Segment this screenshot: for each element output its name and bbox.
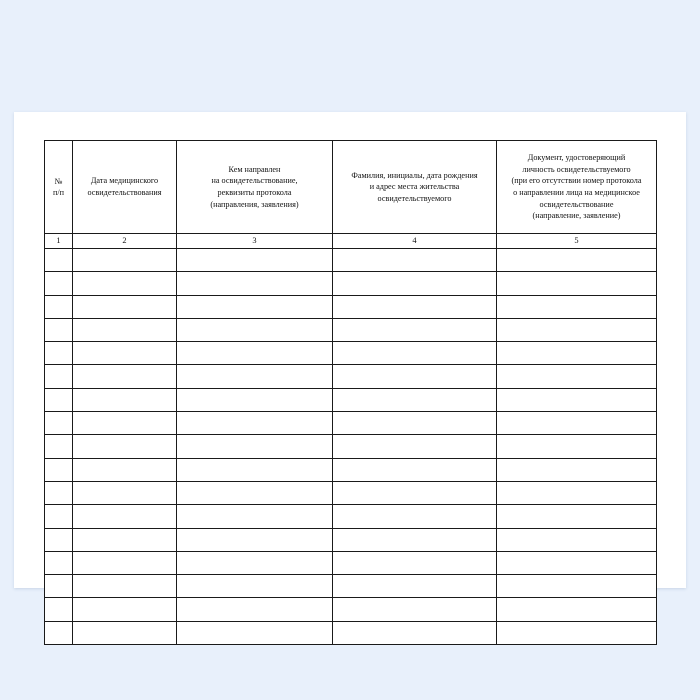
table-cell-empty[interactable] — [497, 435, 657, 458]
header-line: (направление, заявление) — [532, 211, 621, 221]
table-row[interactable] — [45, 551, 657, 574]
header-line: освидетельствование — [539, 199, 614, 209]
table-row[interactable] — [45, 528, 657, 551]
table-cell-empty[interactable] — [497, 505, 657, 528]
table-body — [45, 249, 657, 645]
table-cell-empty[interactable] — [333, 342, 497, 365]
table-cell-empty[interactable] — [73, 575, 177, 598]
table-cell-empty[interactable] — [73, 528, 177, 551]
header-line: Документ, удостоверяющий — [527, 153, 626, 163]
table-row[interactable] — [45, 249, 657, 272]
column-number-cell: 3 — [177, 234, 333, 249]
table-cell-empty[interactable] — [45, 388, 73, 411]
table-cell-empty[interactable] — [73, 272, 177, 295]
journal-table — [44, 140, 657, 645]
table-cell-empty[interactable] — [333, 481, 497, 504]
table-cell-empty[interactable] — [45, 551, 73, 574]
table-row[interactable] — [45, 295, 657, 318]
header-line: освидетельствования — [87, 188, 162, 197]
header-line: на освидетельствование, — [211, 176, 298, 186]
table-cell-empty[interactable] — [333, 435, 497, 458]
table-cell-empty[interactable] — [333, 505, 497, 528]
table-cell-empty[interactable] — [45, 435, 73, 458]
table-cell-empty[interactable] — [177, 249, 333, 272]
header-line: п/п — [52, 188, 65, 197]
table-cell-empty[interactable] — [45, 249, 73, 272]
header-line: личность освидетельствуемого — [522, 164, 631, 174]
table-row[interactable] — [45, 505, 657, 528]
header-line: Кем направлен — [228, 164, 281, 174]
table-cell-empty[interactable] — [73, 342, 177, 365]
table-cell-empty[interactable] — [177, 388, 333, 411]
table-row[interactable] — [45, 342, 657, 365]
table-cell-empty[interactable] — [45, 318, 73, 341]
table-cell-empty[interactable] — [73, 481, 177, 504]
table-cell-empty[interactable] — [73, 249, 177, 272]
table-cell-empty[interactable] — [497, 481, 657, 504]
header-line: (при его отсутствии номер протокола — [511, 176, 642, 186]
table-cell-empty[interactable] — [177, 412, 333, 435]
table-cell-empty[interactable] — [177, 318, 333, 341]
table-cell-empty[interactable] — [497, 621, 657, 644]
table-cell-empty[interactable] — [45, 598, 73, 621]
table-cell-empty[interactable] — [497, 295, 657, 318]
table-row[interactable] — [45, 575, 657, 598]
table-row[interactable] — [45, 388, 657, 411]
table-cell-empty[interactable] — [45, 505, 73, 528]
header-line: освидетельствуемого — [377, 193, 452, 203]
table-cell-empty[interactable] — [177, 272, 333, 295]
table-cell-empty[interactable] — [497, 365, 657, 388]
table-cell-empty[interactable] — [497, 342, 657, 365]
table-cell-empty[interactable] — [45, 528, 73, 551]
table-cell-empty[interactable] — [333, 458, 497, 481]
table-header-col-3 — [177, 141, 333, 234]
column-number-cell: 1 — [45, 234, 73, 249]
table-cell-empty[interactable] — [45, 621, 73, 644]
table-cell-empty[interactable] — [45, 575, 73, 598]
table-cell-empty[interactable] — [73, 365, 177, 388]
table-cell-empty[interactable] — [333, 365, 497, 388]
table-cell-empty[interactable] — [333, 295, 497, 318]
table-cell-empty[interactable] — [45, 458, 73, 481]
table-cell-empty[interactable] — [73, 505, 177, 528]
header-row — [45, 141, 657, 234]
table-cell-empty[interactable] — [73, 318, 177, 341]
table-cell-empty[interactable] — [497, 318, 657, 341]
table-cell-empty[interactable] — [333, 388, 497, 411]
table-cell-empty[interactable] — [177, 551, 333, 574]
table-cell-empty[interactable] — [497, 249, 657, 272]
column-number-cell: 2 — [73, 234, 177, 249]
header-line: (направления, заявления) — [210, 199, 299, 209]
table-cell-empty[interactable] — [333, 575, 497, 598]
journal-table-wrapper — [44, 140, 656, 645]
table-header-col-4 — [333, 141, 497, 234]
table-cell-empty[interactable] — [45, 342, 73, 365]
table-cell-empty[interactable] — [73, 388, 177, 411]
table-cell-empty[interactable] — [73, 598, 177, 621]
table-cell-empty[interactable] — [177, 528, 333, 551]
table-cell-empty[interactable] — [333, 598, 497, 621]
table-cell-empty[interactable] — [73, 458, 177, 481]
table-cell-empty[interactable] — [177, 598, 333, 621]
header-line: № — [54, 176, 63, 186]
column-number-cell: 4 — [333, 234, 497, 249]
header-line: о направлении лица на медицинское — [513, 188, 640, 197]
table-cell-empty[interactable] — [177, 365, 333, 388]
table-header-col-2 — [73, 141, 177, 234]
column-number-row — [45, 234, 657, 249]
table-cell-empty[interactable] — [497, 551, 657, 574]
table-cell-empty[interactable] — [45, 412, 73, 435]
table-cell-empty[interactable] — [333, 412, 497, 435]
table-cell-empty[interactable] — [497, 458, 657, 481]
table-cell-empty[interactable] — [333, 249, 497, 272]
table-row[interactable] — [45, 598, 657, 621]
table-cell-empty[interactable] — [45, 365, 73, 388]
table-cell-empty[interactable] — [73, 435, 177, 458]
table-cell-empty[interactable] — [177, 458, 333, 481]
table-cell-empty[interactable] — [497, 598, 657, 621]
table-cell-empty[interactable] — [73, 551, 177, 574]
table-cell-empty[interactable] — [177, 575, 333, 598]
header-line: и адрес места жительства — [369, 182, 460, 192]
table-cell-empty[interactable] — [497, 575, 657, 598]
table-cell-empty[interactable] — [333, 528, 497, 551]
table-row[interactable] — [45, 365, 657, 388]
table-row[interactable] — [45, 318, 657, 341]
table-cell-empty[interactable] — [177, 342, 333, 365]
header-line: Дата медицинского — [90, 176, 159, 186]
table-cell-empty[interactable] — [333, 318, 497, 341]
table-row[interactable] — [45, 272, 657, 295]
table-cell-empty[interactable] — [45, 295, 73, 318]
table-cell-empty[interactable] — [73, 412, 177, 435]
table-header-col-5 — [497, 141, 657, 234]
header-line: Фамилия, инициалы, дата рождения — [351, 170, 478, 180]
table-row[interactable] — [45, 621, 657, 644]
table-cell-empty[interactable] — [177, 505, 333, 528]
table-cell-empty[interactable] — [177, 295, 333, 318]
table-cell-empty[interactable] — [177, 435, 333, 458]
table-cell-empty[interactable] — [333, 621, 497, 644]
header-line: реквизиты протокола — [217, 188, 292, 197]
table-cell-empty[interactable] — [497, 528, 657, 551]
table-row[interactable] — [45, 481, 657, 504]
paper-sheet — [14, 112, 686, 588]
table-cell-empty[interactable] — [497, 388, 657, 411]
table-header-col-1 — [45, 141, 73, 234]
table-cell-empty[interactable] — [177, 481, 333, 504]
table-cell-empty[interactable] — [333, 551, 497, 574]
table-cell-empty[interactable] — [73, 621, 177, 644]
table-cell-empty[interactable] — [177, 621, 333, 644]
table-cell-empty[interactable] — [497, 412, 657, 435]
table-row[interactable] — [45, 458, 657, 481]
table-cell-empty[interactable] — [73, 295, 177, 318]
table-row[interactable] — [45, 412, 657, 435]
table-cell-empty[interactable] — [333, 272, 497, 295]
table-cell-empty[interactable] — [497, 272, 657, 295]
column-number-cell: 5 — [497, 234, 657, 249]
table-cell-empty[interactable] — [45, 272, 73, 295]
table-row[interactable] — [45, 435, 657, 458]
table-header — [45, 141, 657, 249]
table-cell-empty[interactable] — [45, 481, 73, 504]
